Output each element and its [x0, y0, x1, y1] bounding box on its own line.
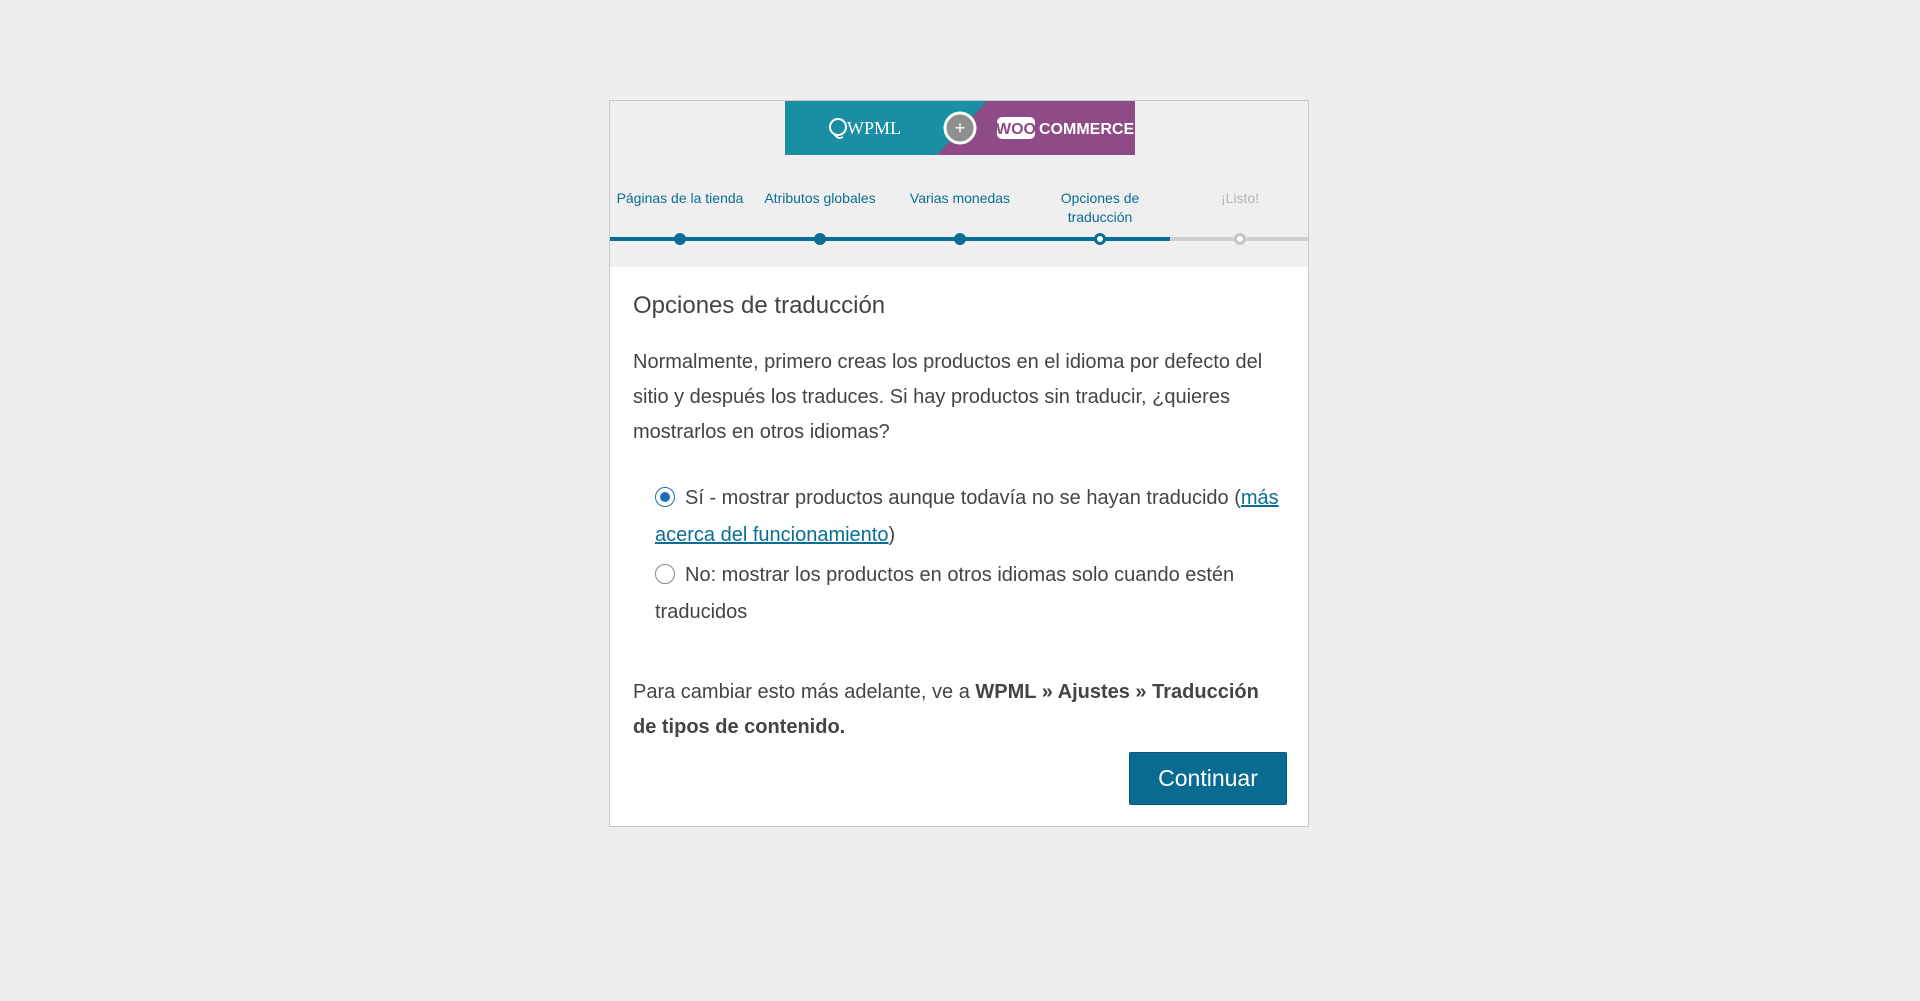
setup-wizard — [609, 100, 1309, 827]
learn-more-link[interactable]: más acerca del funcionamiento — [655, 487, 1279, 546]
commerce-logo-text: COMMERCE — [1039, 121, 1135, 138]
option-yes-close: ) — [888, 524, 896, 546]
note-prefix: Para cambiar esto más adelante, ve a — [633, 681, 976, 703]
step-label-multi-currency: Varias monedas — [909, 190, 1011, 206]
wizard-content — [633, 267, 1285, 745]
continue-button[interactable]: Continuar — [1129, 752, 1287, 805]
display-options — [655, 480, 1285, 631]
step-label-global-attributes: Atributos globales — [764, 190, 876, 206]
step-label-shop-pages: Páginas de la tienda — [616, 190, 744, 206]
wpml-logo-text: WPML — [847, 118, 901, 138]
option-no — [655, 557, 1285, 631]
intro-text: Normalmente, primero creas los productos en el idioma por defecto del sitio y después los traduces. Si hay productos sin traducir, ¿quieres mostrarlos en otros idiomas? — [633, 351, 1263, 443]
step-label-translation-options: Opciones de traducción — [1060, 190, 1140, 225]
wizard-header — [610, 101, 1308, 267]
page-title: Opciones de traducción — [633, 292, 886, 319]
wizard-steps — [610, 189, 1308, 249]
settings-note — [633, 675, 1285, 745]
radio-no[interactable] — [655, 564, 675, 584]
note-path: WPML » Ajustes » Traducción de tipos de contenido. — [633, 681, 1259, 738]
plus-icon: + — [954, 118, 966, 138]
step-dot-current — [1094, 233, 1106, 245]
banner-logo — [785, 101, 1135, 155]
radio-yes[interactable] — [655, 487, 675, 507]
step-label-ready: ¡Listo! — [1220, 190, 1260, 206]
step-dot-done — [674, 233, 686, 245]
wpml-woocommerce-banner — [785, 101, 1135, 155]
step-dot-done — [814, 233, 826, 245]
step-dot-pending — [1234, 233, 1246, 245]
woo-logo-text: WOO — [996, 121, 1036, 138]
option-yes-label: Sí - mostrar productos aunque todavía no se hayan traducido ( — [685, 487, 1241, 509]
option-yes — [655, 480, 1285, 554]
progress-fill — [610, 237, 1170, 241]
option-no-label: No: mostrar los productos en otros idiomas solo cuando estén traducidos — [655, 564, 1235, 623]
step-dot-done — [954, 233, 966, 245]
